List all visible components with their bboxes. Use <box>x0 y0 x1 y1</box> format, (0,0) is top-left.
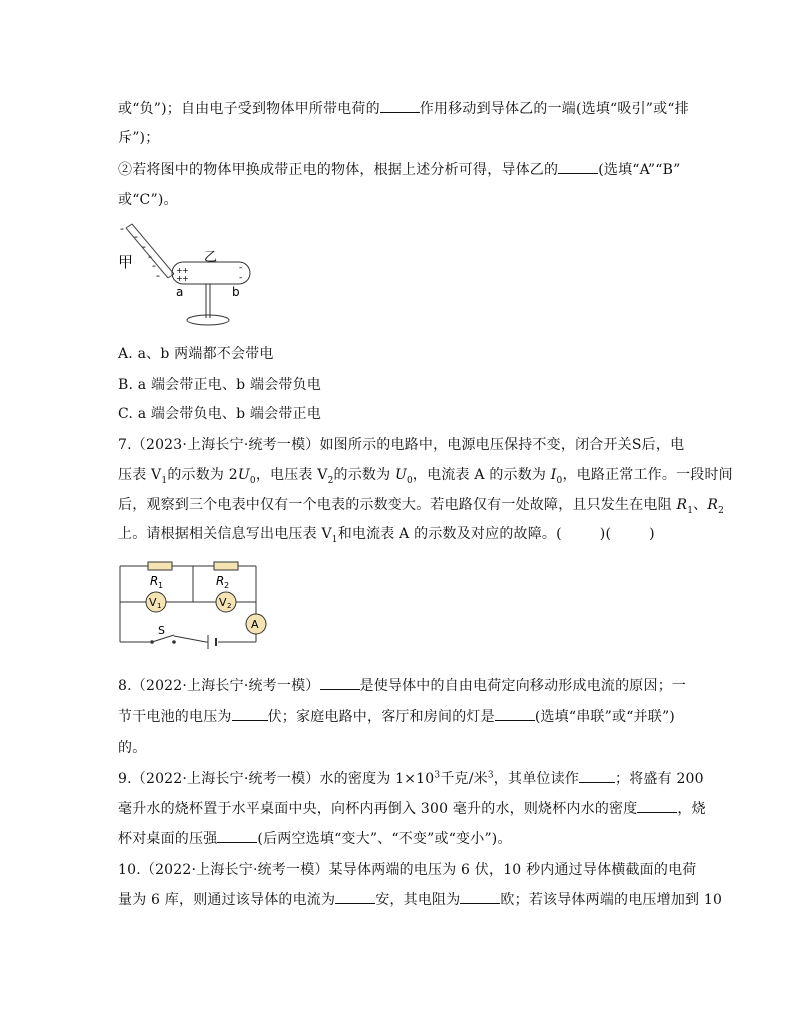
q9-text: ；将盛有 200 <box>615 771 704 787</box>
plus-sign: + <box>182 274 189 283</box>
label-s: S <box>158 624 165 637</box>
q9-line-2 <box>118 800 706 818</box>
label-yi: 乙 <box>204 250 218 265</box>
q8-line-2 <box>118 708 675 726</box>
q7-text: 和电流表 A 的示数及对应的故障。( <box>337 526 562 542</box>
q6-line-4 <box>118 191 178 209</box>
q10-text: 欧；若该导体两端的电压增加到 10 <box>500 892 723 908</box>
answer-blank[interactable] <box>558 161 598 174</box>
resistor-r1 <box>148 562 172 570</box>
label-v2-sub: 2 <box>227 602 232 610</box>
q7-line-2 <box>118 466 733 484</box>
q10-text: 量为 6 库，则通过该导体的电流为 <box>118 892 336 908</box>
label-jia: 甲 <box>118 253 134 271</box>
q8-line-1 <box>118 677 686 695</box>
q7-line-4 <box>118 525 655 543</box>
q7-text: 的示数为 2 <box>167 467 238 483</box>
q6-text: (选填“A”“B” <box>598 162 681 178</box>
answer-blank[interactable] <box>579 770 615 783</box>
subscript: 1 <box>331 534 338 545</box>
q6-line-2 <box>118 129 159 147</box>
q9-line-1 <box>118 770 704 788</box>
symbol-r: R <box>676 497 688 513</box>
q7-text: 上。请根据相关信息写出电压表 V <box>118 526 332 542</box>
q9-text: ，其单位读作 <box>493 771 579 787</box>
q7-text: 、 <box>693 497 708 513</box>
symbol-i: I <box>550 467 557 483</box>
plus-sign: + <box>176 266 183 275</box>
subscript: 1 <box>687 505 694 516</box>
q8-text: 的。 <box>118 740 147 756</box>
option-a[interactable] <box>118 345 274 363</box>
minus-sign: - <box>134 230 138 243</box>
option-a-text: A. a、b 两端都不会带电 <box>118 346 274 362</box>
q10-line-1 <box>118 861 696 879</box>
subscript: 2 <box>327 475 334 486</box>
q10-text: 10.（2022·上海长宁·统考一模）某导体两端的电压为 6 伏，10 秒内通过导体横截面的电荷 <box>118 862 697 878</box>
option-c[interactable] <box>118 405 321 423</box>
label-r2: R <box>216 574 225 588</box>
minus-sign: - <box>239 273 243 283</box>
label-v1: V <box>149 596 157 609</box>
minus-sign: - <box>148 250 152 263</box>
option-b[interactable] <box>118 376 321 394</box>
minus-sign: - <box>152 259 156 272</box>
q7-text: ) <box>649 526 655 542</box>
q8-text: 8.（2022·上海长宁·统考一模） <box>118 678 320 694</box>
electrostatic-induction-figure <box>112 218 262 330</box>
q6-line-1 <box>118 100 689 118</box>
circuit-diagram <box>112 556 274 662</box>
q8-text: 伏；家庭电路中，客厅和房间的灯是 <box>267 709 495 725</box>
q7-text: 后，观察到三个电表中仅有一个电表的示数变大。若电路仅有一处故障，且只发生在电阻 <box>118 497 672 513</box>
q6-text: 作用移动到导体乙的一端(选填“吸引”或“排 <box>419 101 689 117</box>
resistor-r2 <box>214 562 238 570</box>
option-c-text: C. a 端会带负电、b 端会带正电 <box>118 406 321 422</box>
label-b: b <box>232 285 240 299</box>
subscript: 2 <box>718 505 725 516</box>
q8-text: (选填“串联”或“并联”) <box>534 709 675 725</box>
q7-line-1 <box>118 436 684 454</box>
q6-text: ②若将图中的物体甲换成带正电的物体，根据上述分析可得，导体乙的 <box>118 162 559 178</box>
answer-blank[interactable] <box>335 891 375 904</box>
q6-line-3 <box>118 161 680 179</box>
label-v2: V <box>219 596 227 609</box>
label-a-meter: A <box>251 618 259 631</box>
q9-text: 杯对桌面的压强 <box>118 831 218 847</box>
label-r1: R <box>150 574 159 588</box>
answer-blank[interactable] <box>232 708 268 721</box>
label-v1-sub: 1 <box>157 602 162 610</box>
minus-sign: - <box>120 222 124 235</box>
q6-text: 或“C”)。 <box>118 192 178 208</box>
minus-sign: - <box>142 240 146 253</box>
answer-blank[interactable] <box>217 830 257 843</box>
q8-text: 节干电池的电压为 <box>118 709 232 725</box>
q7-text: 的示数为 <box>333 467 391 483</box>
q8-text: 是使导体中的自由电荷定向移动形成电流的原因；一 <box>359 678 687 694</box>
subscript: 0 <box>556 475 563 486</box>
symbol-u: U <box>237 467 250 483</box>
minus-sign: - <box>156 269 160 282</box>
q7-text: ，电压表 V <box>255 467 328 483</box>
subscript: 1 <box>161 475 168 486</box>
q9-text: (后两空选填“变大”、“不变”或“变小”)。 <box>257 831 512 847</box>
q10-line-2 <box>118 891 722 909</box>
symbol-u: U <box>394 467 407 483</box>
subscript: 0 <box>249 475 256 486</box>
q10-text: 安，其电阻为 <box>375 892 461 908</box>
q8-line-3 <box>118 739 146 757</box>
minus-sign: - <box>239 263 243 273</box>
label-r2-sub: 2 <box>224 581 230 590</box>
answer-blank[interactable] <box>637 800 677 813</box>
q6-text: 斥”)； <box>118 130 160 146</box>
q7-text: )( <box>599 526 612 542</box>
q9-text: 9.（2022·上海长宁·统考一模）水的密度为 1×10 <box>118 771 435 787</box>
answer-blank[interactable] <box>380 100 420 113</box>
q7-text: ，电路正常工作。一段时间 <box>562 467 733 483</box>
insulating-stand <box>187 284 229 325</box>
q7-text: 压表 V <box>118 467 162 483</box>
answer-blank[interactable] <box>320 677 360 690</box>
label-a: a <box>176 285 184 299</box>
label-r1-sub: 1 <box>158 581 164 590</box>
option-b-text: B. a 端会带正电、b 端会带负电 <box>118 377 321 393</box>
plus-sign: + <box>176 274 183 283</box>
subscript: 0 <box>406 475 413 486</box>
superscript: 3 <box>434 770 441 781</box>
superscript: 3 <box>487 770 494 781</box>
plus-sign: + <box>182 266 189 275</box>
q7-line-3 <box>118 496 724 514</box>
q9-text: 千克/米 <box>440 771 488 787</box>
symbol-r: R <box>707 497 719 513</box>
q7-text: ，电流表 A 的示数为 <box>412 467 547 483</box>
q9-line-3 <box>118 830 512 848</box>
q6-text: 或“负”)；自由电子受到物体甲所带电荷的 <box>118 101 380 117</box>
q7-text: 7.（2023·上海长宁·统考一模）如图所示的电路中，电源电压保持不变，闭合开关S后，电 <box>118 437 685 453</box>
q9-text: ，烧 <box>677 801 706 817</box>
answer-blank[interactable] <box>460 891 500 904</box>
answer-blank[interactable] <box>495 708 535 721</box>
switch-contact <box>172 640 176 644</box>
q9-text: 毫升水的烧杯置于水平桌面中央，向杯内再倒入 300 毫升的水，则烧杯内水的密度 <box>118 801 638 817</box>
